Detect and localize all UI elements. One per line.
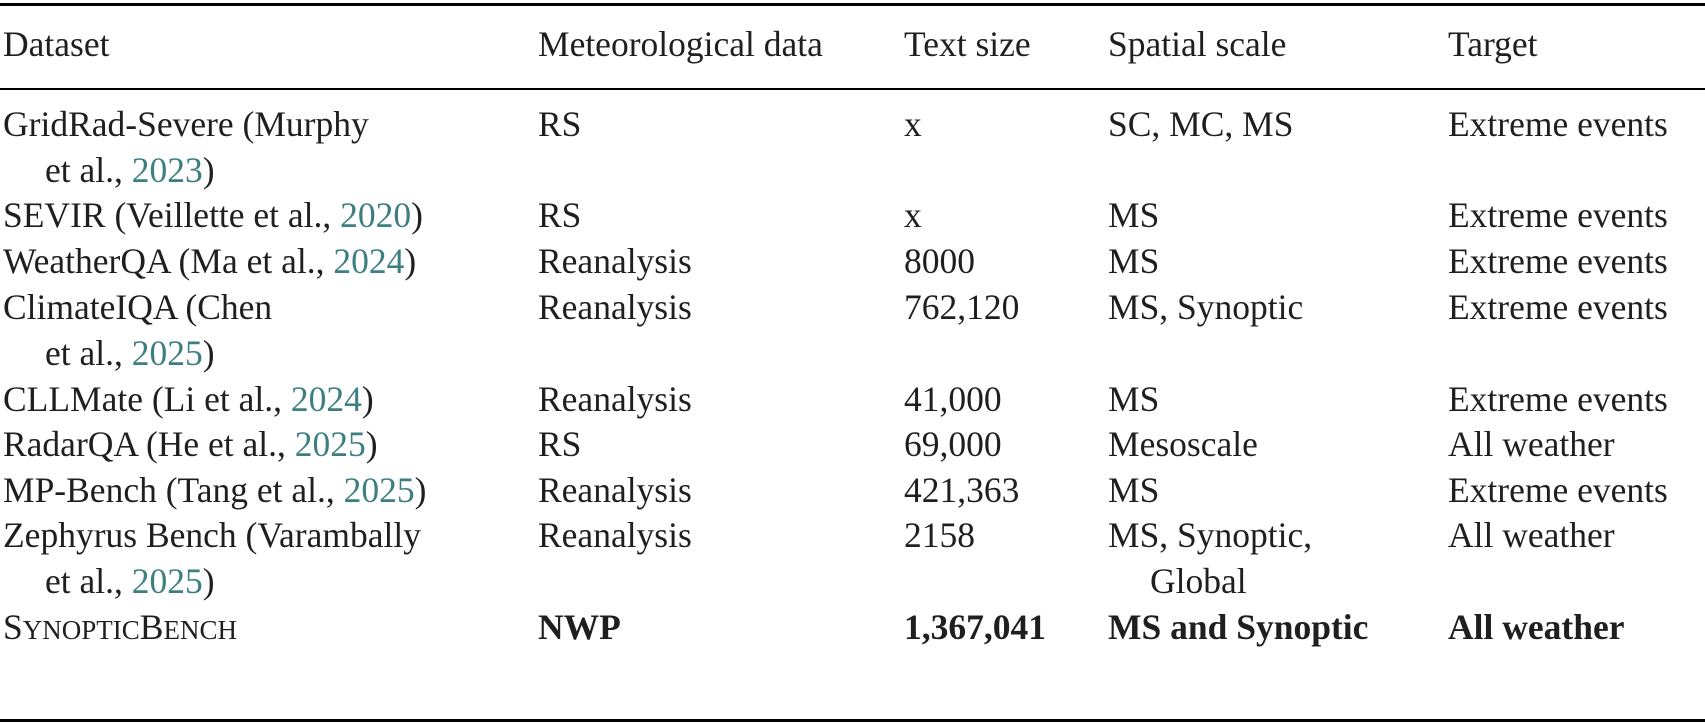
target-cell: All weather bbox=[1448, 607, 1625, 647]
dataset-name: GridRad-Severe (Murphy bbox=[3, 104, 369, 144]
met-data-cell: RS bbox=[538, 104, 582, 144]
dataset-cell bbox=[3, 512, 523, 604]
text-size-cell: 2158 bbox=[904, 515, 975, 555]
met-data-cell: Reanalysis bbox=[538, 470, 692, 510]
header-target: Target bbox=[1448, 24, 1538, 64]
dataset-name: MP-Bench (Tang et al., bbox=[3, 470, 344, 510]
citation-close: ) bbox=[202, 150, 215, 190]
spatial-scale-cell: MS and Synoptic bbox=[1108, 607, 1369, 647]
dataset-continuation bbox=[3, 147, 523, 193]
dataset-name-smallcaps: SYNOPTICBENCH bbox=[3, 607, 237, 647]
citation-authors: et al., bbox=[45, 333, 132, 373]
citation-close: ) bbox=[361, 379, 374, 419]
spatial-scale-cell: SC, MC, MS bbox=[1108, 104, 1294, 144]
dataset-name: Zephyrus Bench (Varambally bbox=[3, 515, 421, 555]
met-data-cell: Reanalysis bbox=[538, 515, 692, 555]
citation-year-link[interactable]: 2025 bbox=[131, 333, 203, 373]
text-size-cell: 421,363 bbox=[904, 470, 1020, 510]
dataset-cell bbox=[3, 421, 523, 467]
citation-year-link[interactable]: 2025 bbox=[131, 561, 203, 601]
target-cell: Extreme events bbox=[1448, 195, 1668, 235]
citation-close: ) bbox=[414, 470, 427, 510]
dataset-continuation bbox=[3, 330, 523, 376]
citation-year-link[interactable]: 2025 bbox=[343, 470, 415, 510]
met-data-cell: RS bbox=[538, 195, 582, 235]
met-data-cell: NWP bbox=[538, 607, 621, 647]
citation-year-link[interactable]: 2024 bbox=[333, 241, 405, 281]
dataset-cell bbox=[3, 238, 523, 284]
text-size-cell: 1,367,041 bbox=[904, 607, 1046, 647]
dataset-name: RadarQA (He et al., bbox=[3, 424, 295, 464]
dataset-name: CLLMate (Li et al., bbox=[3, 379, 291, 419]
top-rule bbox=[0, 3, 1705, 6]
spatial-scale-cell: MS, Synoptic bbox=[1108, 287, 1304, 327]
target-cell: Extreme events bbox=[1448, 241, 1668, 281]
header-spatial-scale: Spatial scale bbox=[1108, 24, 1287, 64]
citation-close: ) bbox=[411, 195, 423, 235]
citation-close: ) bbox=[202, 333, 215, 373]
spatial-scale-cell: MS bbox=[1108, 195, 1160, 235]
header-rule bbox=[0, 88, 1705, 90]
bottom-rule bbox=[0, 719, 1705, 722]
dataset-name: SEVIR (Veillette et al., bbox=[3, 195, 341, 235]
text-size-cell: 69,000 bbox=[904, 424, 1002, 464]
spatial-scale-cell bbox=[1108, 512, 1312, 604]
dataset-cell bbox=[3, 604, 523, 653]
target-cell: All weather bbox=[1448, 515, 1615, 555]
text-size-cell: 8000 bbox=[904, 241, 975, 281]
header-meteorological-data: Meteorological data bbox=[538, 24, 823, 64]
met-data-cell: RS bbox=[538, 424, 582, 464]
citation-authors: et al., bbox=[45, 150, 132, 190]
spatial-scale-cell: Mesoscale bbox=[1108, 424, 1258, 464]
target-cell: Extreme events bbox=[1448, 104, 1668, 144]
dataset-cell bbox=[3, 192, 523, 238]
citation-year-link[interactable]: 2025 bbox=[294, 424, 366, 464]
dataset-name: WeatherQA (Ma et al., bbox=[3, 241, 334, 281]
target-cell: Extreme events bbox=[1448, 287, 1668, 327]
target-cell: Extreme events bbox=[1448, 470, 1668, 510]
citation-year-link[interactable]: 2020 bbox=[340, 195, 412, 235]
dataset-name: ClimateIQA (Chen bbox=[3, 287, 273, 327]
met-data-cell: Reanalysis bbox=[538, 241, 692, 281]
text-size-cell: 762,120 bbox=[904, 287, 1020, 327]
header-dataset: Dataset bbox=[3, 24, 110, 64]
dataset-cell bbox=[3, 101, 523, 193]
spatial-scale-cell: MS bbox=[1108, 470, 1160, 510]
citation-close: ) bbox=[365, 424, 378, 464]
spatial-scale-cell: MS bbox=[1108, 379, 1160, 419]
header-text-size: Text size bbox=[904, 24, 1031, 64]
dataset-cell bbox=[3, 376, 523, 422]
spatial-scale-continuation: Global bbox=[1150, 561, 1247, 601]
text-size-cell: x bbox=[904, 195, 922, 235]
citation-close: ) bbox=[404, 241, 417, 281]
dataset-cell bbox=[3, 467, 523, 513]
dataset-cell bbox=[3, 284, 523, 376]
citation-authors: et al., bbox=[45, 561, 132, 601]
target-cell: Extreme events bbox=[1448, 379, 1668, 419]
citation-year-link[interactable]: 2024 bbox=[290, 379, 362, 419]
target-cell: All weather bbox=[1448, 424, 1615, 464]
citation-year-link[interactable]: 2023 bbox=[131, 150, 203, 190]
text-size-cell: x bbox=[904, 104, 922, 144]
spatial-scale-line: MS, Synoptic, bbox=[1108, 515, 1313, 555]
dataset-continuation bbox=[3, 558, 523, 604]
spatial-scale-cell: MS bbox=[1108, 241, 1160, 281]
met-data-cell: Reanalysis bbox=[538, 379, 692, 419]
citation-close: ) bbox=[202, 561, 215, 601]
met-data-cell: Reanalysis bbox=[538, 287, 692, 327]
text-size-cell: 41,000 bbox=[904, 379, 1002, 419]
